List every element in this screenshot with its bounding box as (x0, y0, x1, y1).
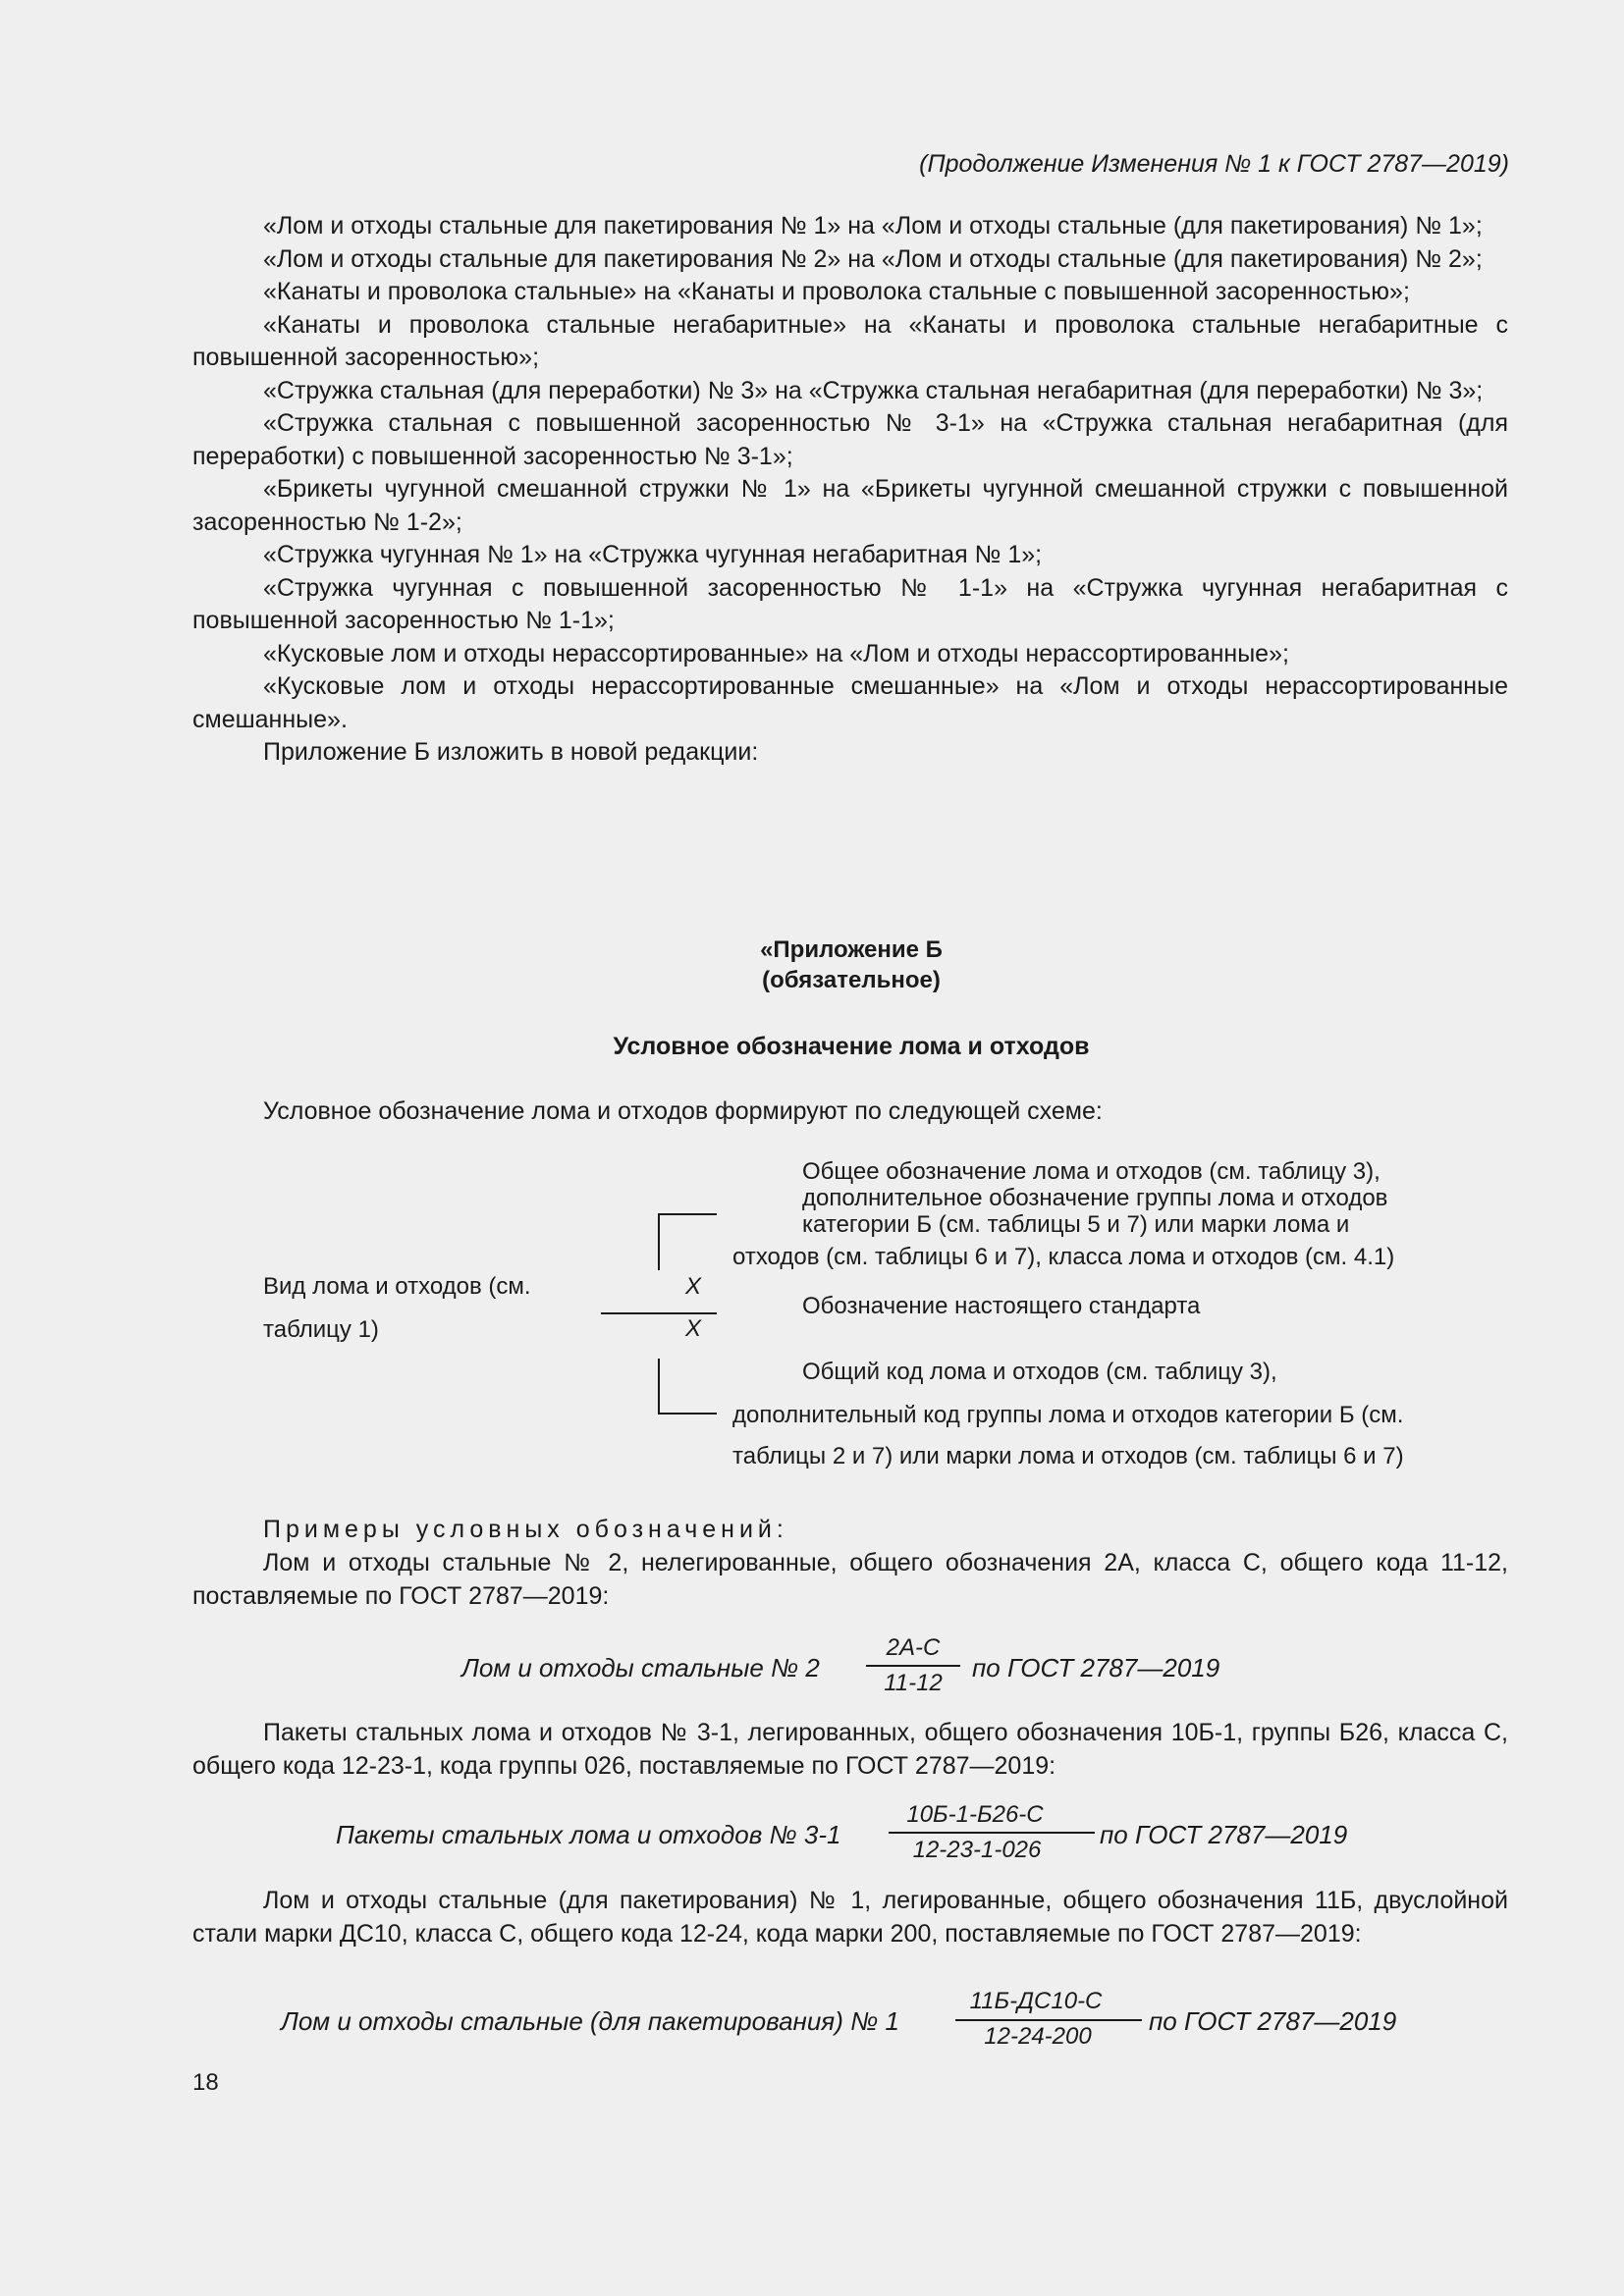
formula-bar (889, 1832, 1095, 1834)
formula-prefix: Пакеты стальных лома и отходов № 3-1 (336, 1820, 841, 1849)
scheme-middle: Обозначение настоящего стандарта (802, 1293, 1201, 1319)
paragraph: «Брикеты чугунной смешанной стружки № 1» на «Брикеты чугунной смешанной стружки с повышенной засоренностью № 1-2»; (192, 475, 1508, 536)
formula-numerator: 10Б-1-Б26-С (906, 1801, 1044, 1828)
formula-denominator: 12-23-1-026 (912, 1837, 1042, 1863)
scheme-top-line2: дополнительное обозначение группы лома и отходов (802, 1185, 1388, 1211)
formula-prefix: Лом и отходы стальные (для пакетирования) № 1 (281, 2006, 899, 2036)
scheme-bottom-line3: таблицы 2 и 7) или марки лома и отходов (см. таблицы 6 и 7) (732, 1443, 1404, 1469)
paragraph: «Стружка стальная с повышенной засоренностью № 3-1» на «Стружка стальная негабаритная (для переработки) с повышенной засоренностью № 3-1»; (192, 409, 1508, 470)
scheme-top-line3: категории Б (см. таблицы 5 и 7) или марки лома и (802, 1211, 1350, 1238)
paragraph: Пакеты стальных лома и отходов № 3-1, легированных, общего обозначения 10Б-1, группы Б26, класса С, общего кода 12-23-1, кода группы 026, поставляемые по ГОСТ 2787—2019: (192, 1719, 1508, 1780)
paragraph: «Канаты и проволока стальные негабаритные» на «Канаты и проволока стальные негабаритные с повышенной засоренностью»; (192, 310, 1508, 371)
paragraph: Приложение Б изложить в новой редакции: (263, 738, 759, 766)
scheme-top-line4: отходов (см. таблицы 6 и 7), класса лома и отходов (см. 4.1) (732, 1244, 1395, 1270)
scheme-bracket-bottom-h (658, 1413, 717, 1415)
example-2-text (192, 1717, 1508, 1783)
appendix-title: «Приложение Б (760, 936, 943, 963)
formula-prefix: Лом и отходы стальные № 2 (461, 1653, 820, 1682)
formula-bar (955, 2019, 1142, 2021)
scheme-x-top: X (685, 1273, 702, 1300)
paragraph: «Стружка чугунная с повышенной засоренностью № 1-1» на «Стружка чугунная негабаритная с повышенной засоренностью № 1-1»; (192, 573, 1508, 634)
scheme-left-line2: таблицу 1) (263, 1316, 379, 1343)
formula-denominator: 11-12 (884, 1670, 943, 1696)
scheme-bottom-line2: дополнительный код группы лома и отходов категории Б (см. (732, 1402, 1404, 1428)
examples-heading: Примеры условных обозначений: (263, 1516, 788, 1543)
formula-denominator: 12-24-200 (984, 2023, 1092, 2050)
scheme-bracket-bottom-v (658, 1359, 660, 1414)
paragraph: «Кусковые лом и отходы нерассортированные смешанные» на «Лом и отходы нерассортированные смешанные». (192, 672, 1508, 733)
paragraph: Лом и отходы стальные № 2, нелегированные, общего обозначения 2А, класса С, общего кода 11-12, поставляемые по ГОСТ 2787—2019: (192, 1549, 1508, 1610)
paragraph: «Кусковые лом и отходы нерассортированные» на «Лом и отходы нерассортированные»; (263, 639, 1289, 667)
paragraph: «Лом и отходы стальные для пакетирования № 2» на «Лом и отходы стальные (для пакетирования) № 2»; (263, 244, 1483, 273)
paragraph: «Лом и отходы стальные для пакетирования № 1» на «Лом и отходы стальные (для пакетирования) № 1»; (263, 212, 1483, 240)
paragraph: «Стружка стальная (для переработки) № 3» на «Стружка стальная негабаритная (для переработки) № 3»; (263, 376, 1484, 404)
scheme-x-bottom: X (685, 1315, 702, 1342)
scheme-bottom-line1: Общий код лома и отходов (см. таблицу 3), (802, 1359, 1277, 1385)
formula-suffix: по ГОСТ 2787—2019 (1100, 1820, 1348, 1849)
formula-suffix: по ГОСТ 2787—2019 (972, 1653, 1220, 1682)
formula-suffix: по ГОСТ 2787—2019 (1149, 2006, 1397, 2036)
scheme-left-line1: Вид лома и отходов (см. (263, 1273, 531, 1300)
paragraph: «Канаты и проволока стальные» на «Канаты и проволока стальные с повышенной засоренностью»; (263, 278, 1410, 305)
appendix-heading: Условное обозначение лома и отходов (613, 1033, 1090, 1060)
formula-bar (866, 1665, 960, 1667)
scheme-top-line1: Общее обозначение лома и отходов (см. таблицу 3), (802, 1158, 1380, 1185)
page-number: 18 (192, 2069, 219, 2096)
paragraph: «Стружка чугунная № 1» на «Стружка чугунная негабаритная № 1»; (263, 541, 1043, 568)
formula-numerator: 2А-С (886, 1634, 941, 1661)
scheme-intro: Условное обозначение лома и отходов формируют по следующей схеме: (263, 1097, 1103, 1125)
formula-numerator: 11Б-ДС10-С (969, 1988, 1103, 2014)
scheme-bracket-top-v (658, 1213, 660, 1270)
example-1-text (192, 1547, 1508, 1613)
paragraph: Лом и отходы стальные (для пакетирования) № 1, легированные, общего обозначения 11Б, двуслойной стали марки ДС10, класса С, общего кода 12-24, кода марки 200, поставляемые по ГОСТ 2787—2019: (192, 1887, 1508, 1948)
scheme-bracket-top-h (658, 1213, 717, 1215)
example-3-text (192, 1885, 1508, 1950)
running-header: (Продолжение Изменения № 1 к ГОСТ 2787—2019) (919, 150, 1509, 178)
amendment-list (192, 210, 1508, 770)
appendix-subtitle: (обязательное) (762, 967, 941, 993)
